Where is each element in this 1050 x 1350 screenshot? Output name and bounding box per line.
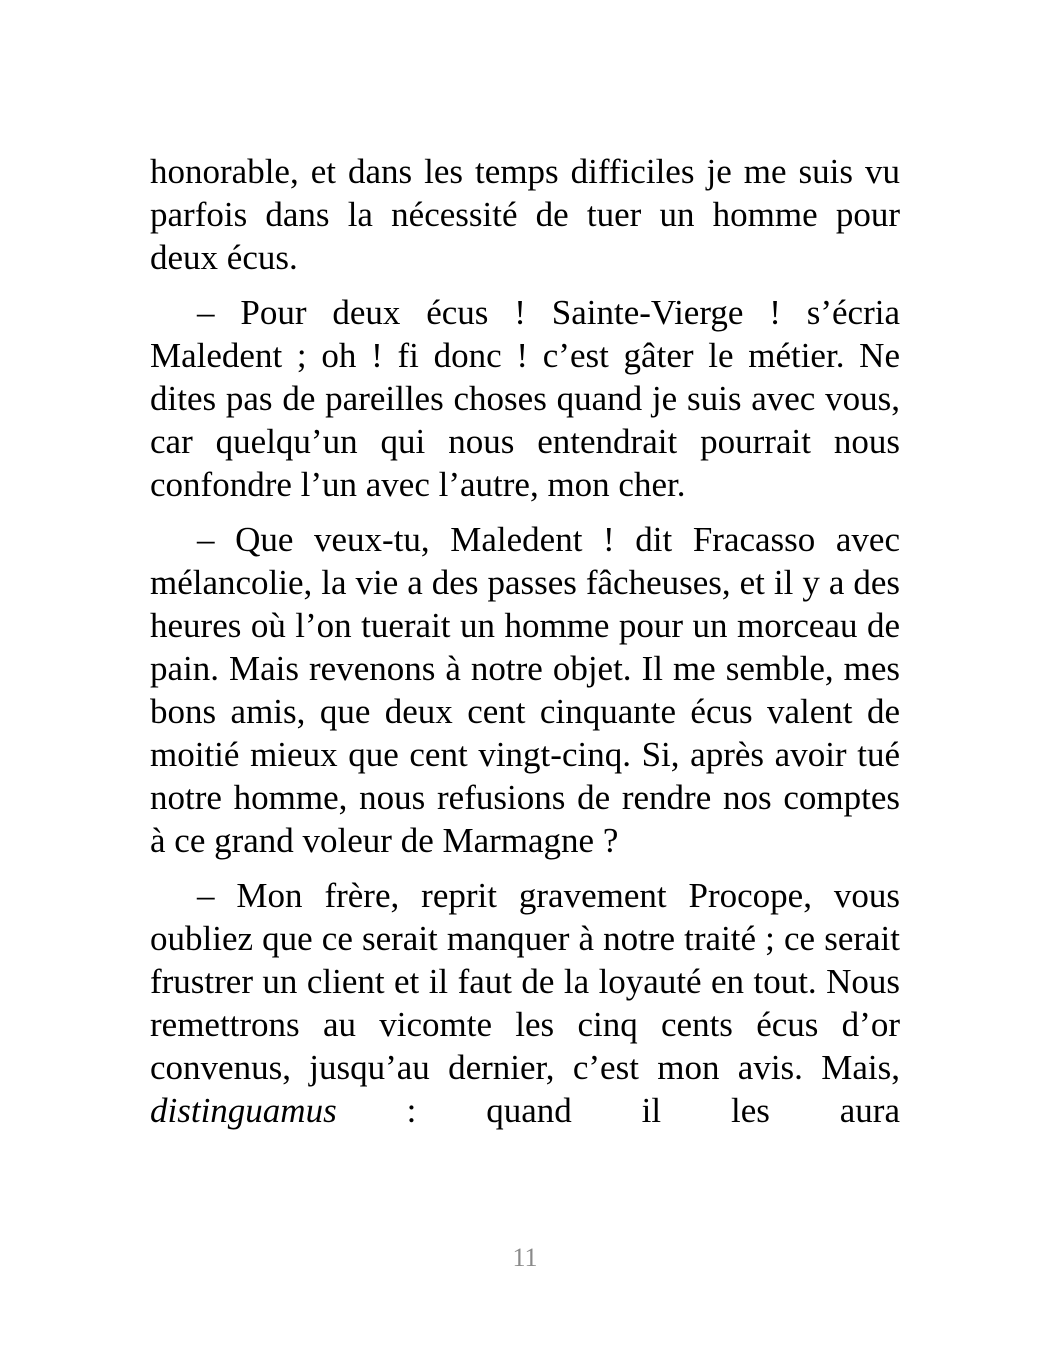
paragraph-4-emphasis: distinguamus — [150, 1091, 337, 1130]
paragraph-4-text-after: : quand il les aura — [336, 1091, 900, 1130]
paragraph-4 — [150, 874, 900, 1132]
paragraph-4-text-before: – Mon frère, reprit gravement Procope, vous oubliez que ce serait manquer à notre traité ; ce serait frustrer un client et il faut de la loyauté en tout. Nous remettrons au vicomte les cinq cents écus d’or convenus, jusqu’au dernier, c’est mon avis. Mais, — [150, 876, 900, 1087]
body-text — [150, 150, 900, 1144]
page-number: 11 — [512, 1243, 538, 1272]
paragraph-2: – Pour deux écus ! Sainte-Vierge ! s’écria Maledent ; oh ! fi donc ! c’est gâter le métier. Ne dites pas de pareilles choses quand je suis avec vous, car quelqu’un qui nous entendrait pourrait nous confondre l’un avec l’autre, mon cher. — [150, 293, 900, 504]
paragraph-3: – Que veux-tu, Maledent ! dit Fracasso avec mélancolie, la vie a des passes fâcheuses, et il y a des heures où l’on tuerait un homme pour un morceau de pain. Mais revenons à notre objet. Il me semble, mes bons amis, que deux cent cinquante écus valent de moitié mieux que cent vingt-cinq. Si, après avoir tué notre homme, nous refusions de rendre nos comptes à ce grand voleur de Marmagne ? — [150, 520, 900, 860]
paragraph-1: honorable, et dans les temps difficiles je me suis vu parfois dans la nécessité de tuer un homme pour deux écus. — [150, 152, 900, 277]
